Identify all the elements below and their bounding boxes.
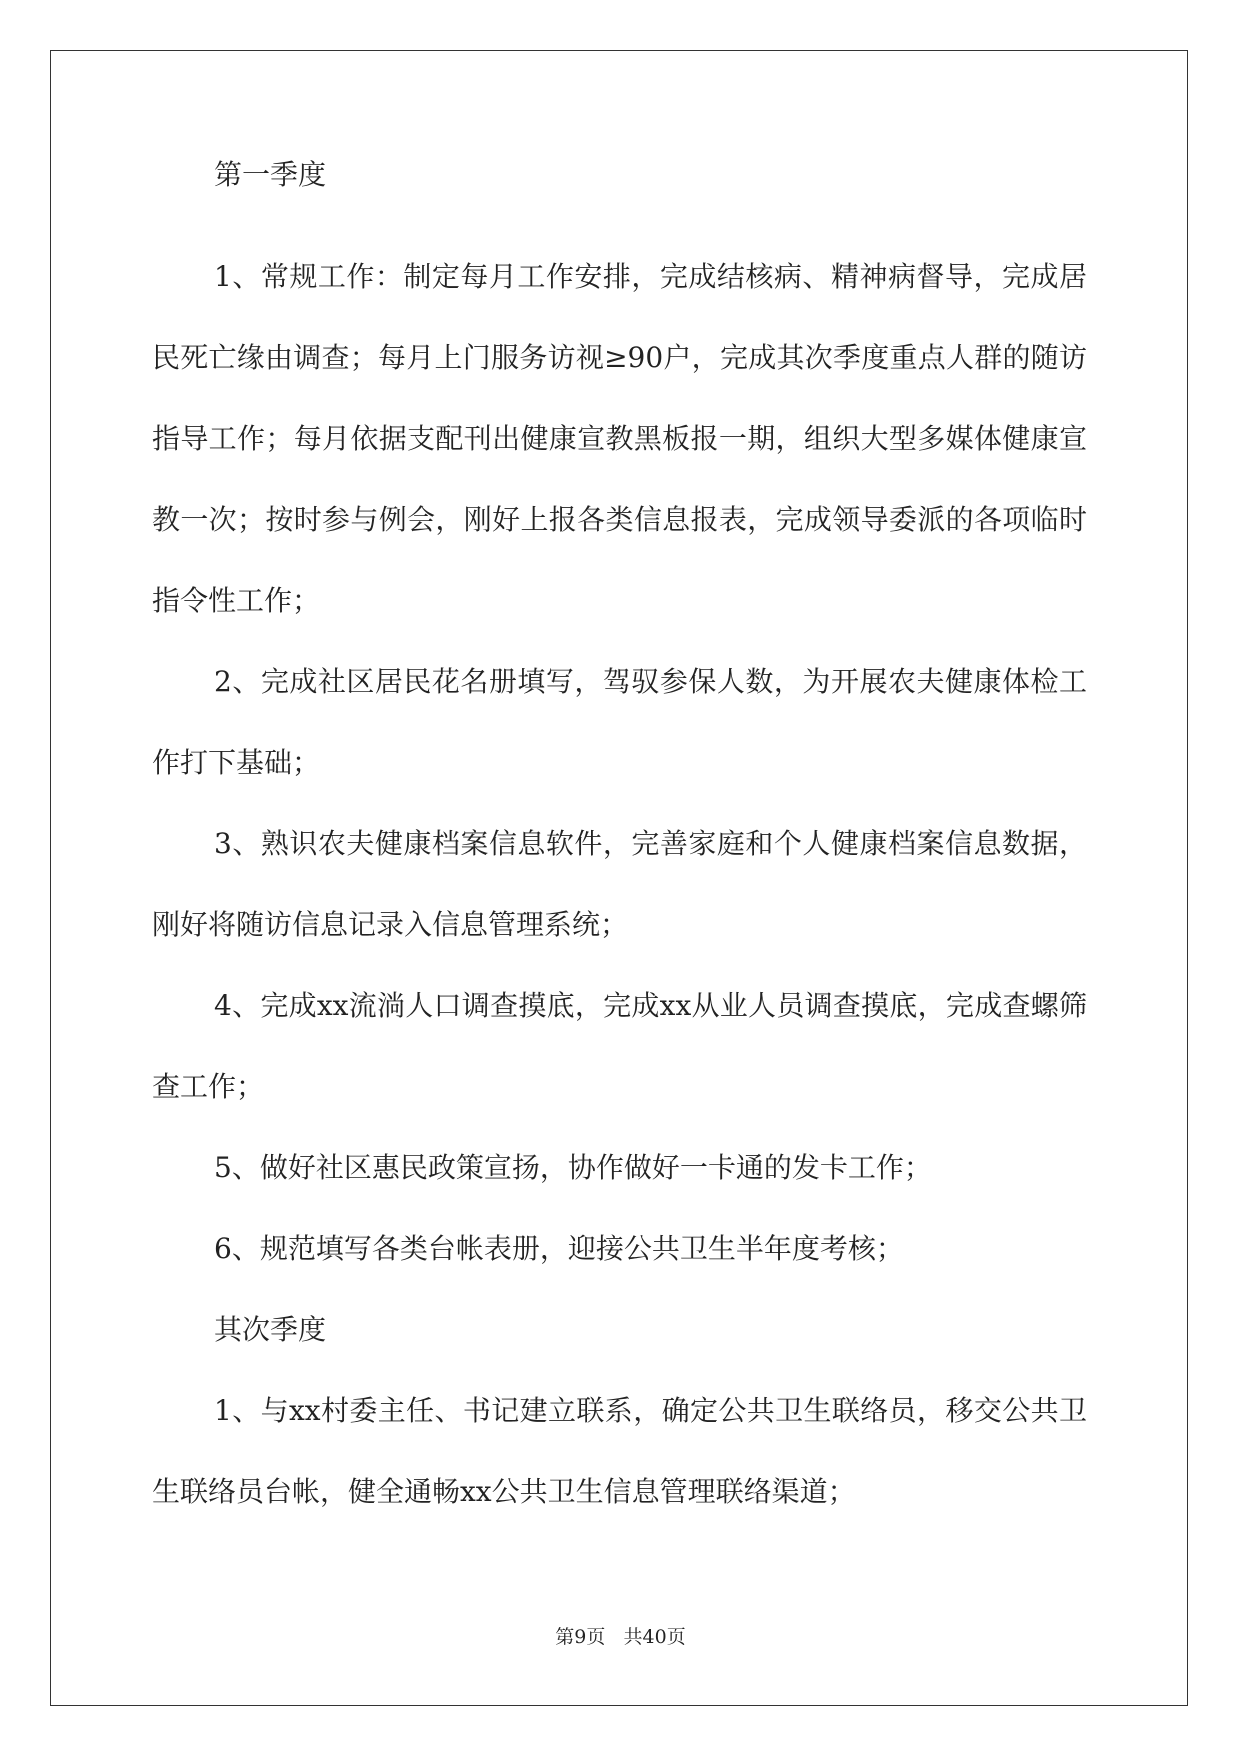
page-total: 共40页 bbox=[623, 1626, 686, 1648]
list-item: 6、规范填写各类台帐表册，迎接公共卫生半年度考核； bbox=[214, 1232, 904, 1265]
section-heading: 第一季度 bbox=[214, 158, 327, 191]
list-item: 1、与xx村委主任、书记建立联系，确定公共卫生联络员，移交公共卫生联络员台帐，健全通畅xx公共卫生信息管理联络渠道； bbox=[152, 1394, 1087, 1508]
list-item: 1、常规工作：制定每月工作安排，完成结核病、精神病督导，完成居民死亡缘由调查；每月上门服务访视≥90户，完成其次季度重点人群的随访指导工作；每月依据支配刊出健康宣教黑板报一期，组织大型多媒体健康宣教一次；按时参与例会，刚好上报各类信息报表，完成领导委派的各项临时指令性工作； bbox=[152, 260, 1087, 617]
list-item: 3、熟识农夫健康档案信息软件，完善家庭和个人健康档案信息数据，刚好将随访信息记录入信息管理系统； bbox=[152, 827, 1087, 941]
document-body bbox=[152, 155, 1087, 1532]
page-footer bbox=[0, 1622, 1241, 1649]
list-item: 2、完成社区居民花名册填写，驾驭参保人数，为开展农夫健康体检工作打下基础； bbox=[152, 665, 1087, 779]
page-number: 第9页 bbox=[555, 1626, 606, 1648]
list-item: 5、做好社区惠民政策宣扬，协作做好一卡通的发卡工作； bbox=[214, 1151, 932, 1184]
list-item: 4、完成xx流淌人口调查摸底，完成xx从业人员调查摸底，完成查螺筛查工作； bbox=[152, 989, 1087, 1103]
section-heading: 其次季度 bbox=[214, 1313, 327, 1346]
